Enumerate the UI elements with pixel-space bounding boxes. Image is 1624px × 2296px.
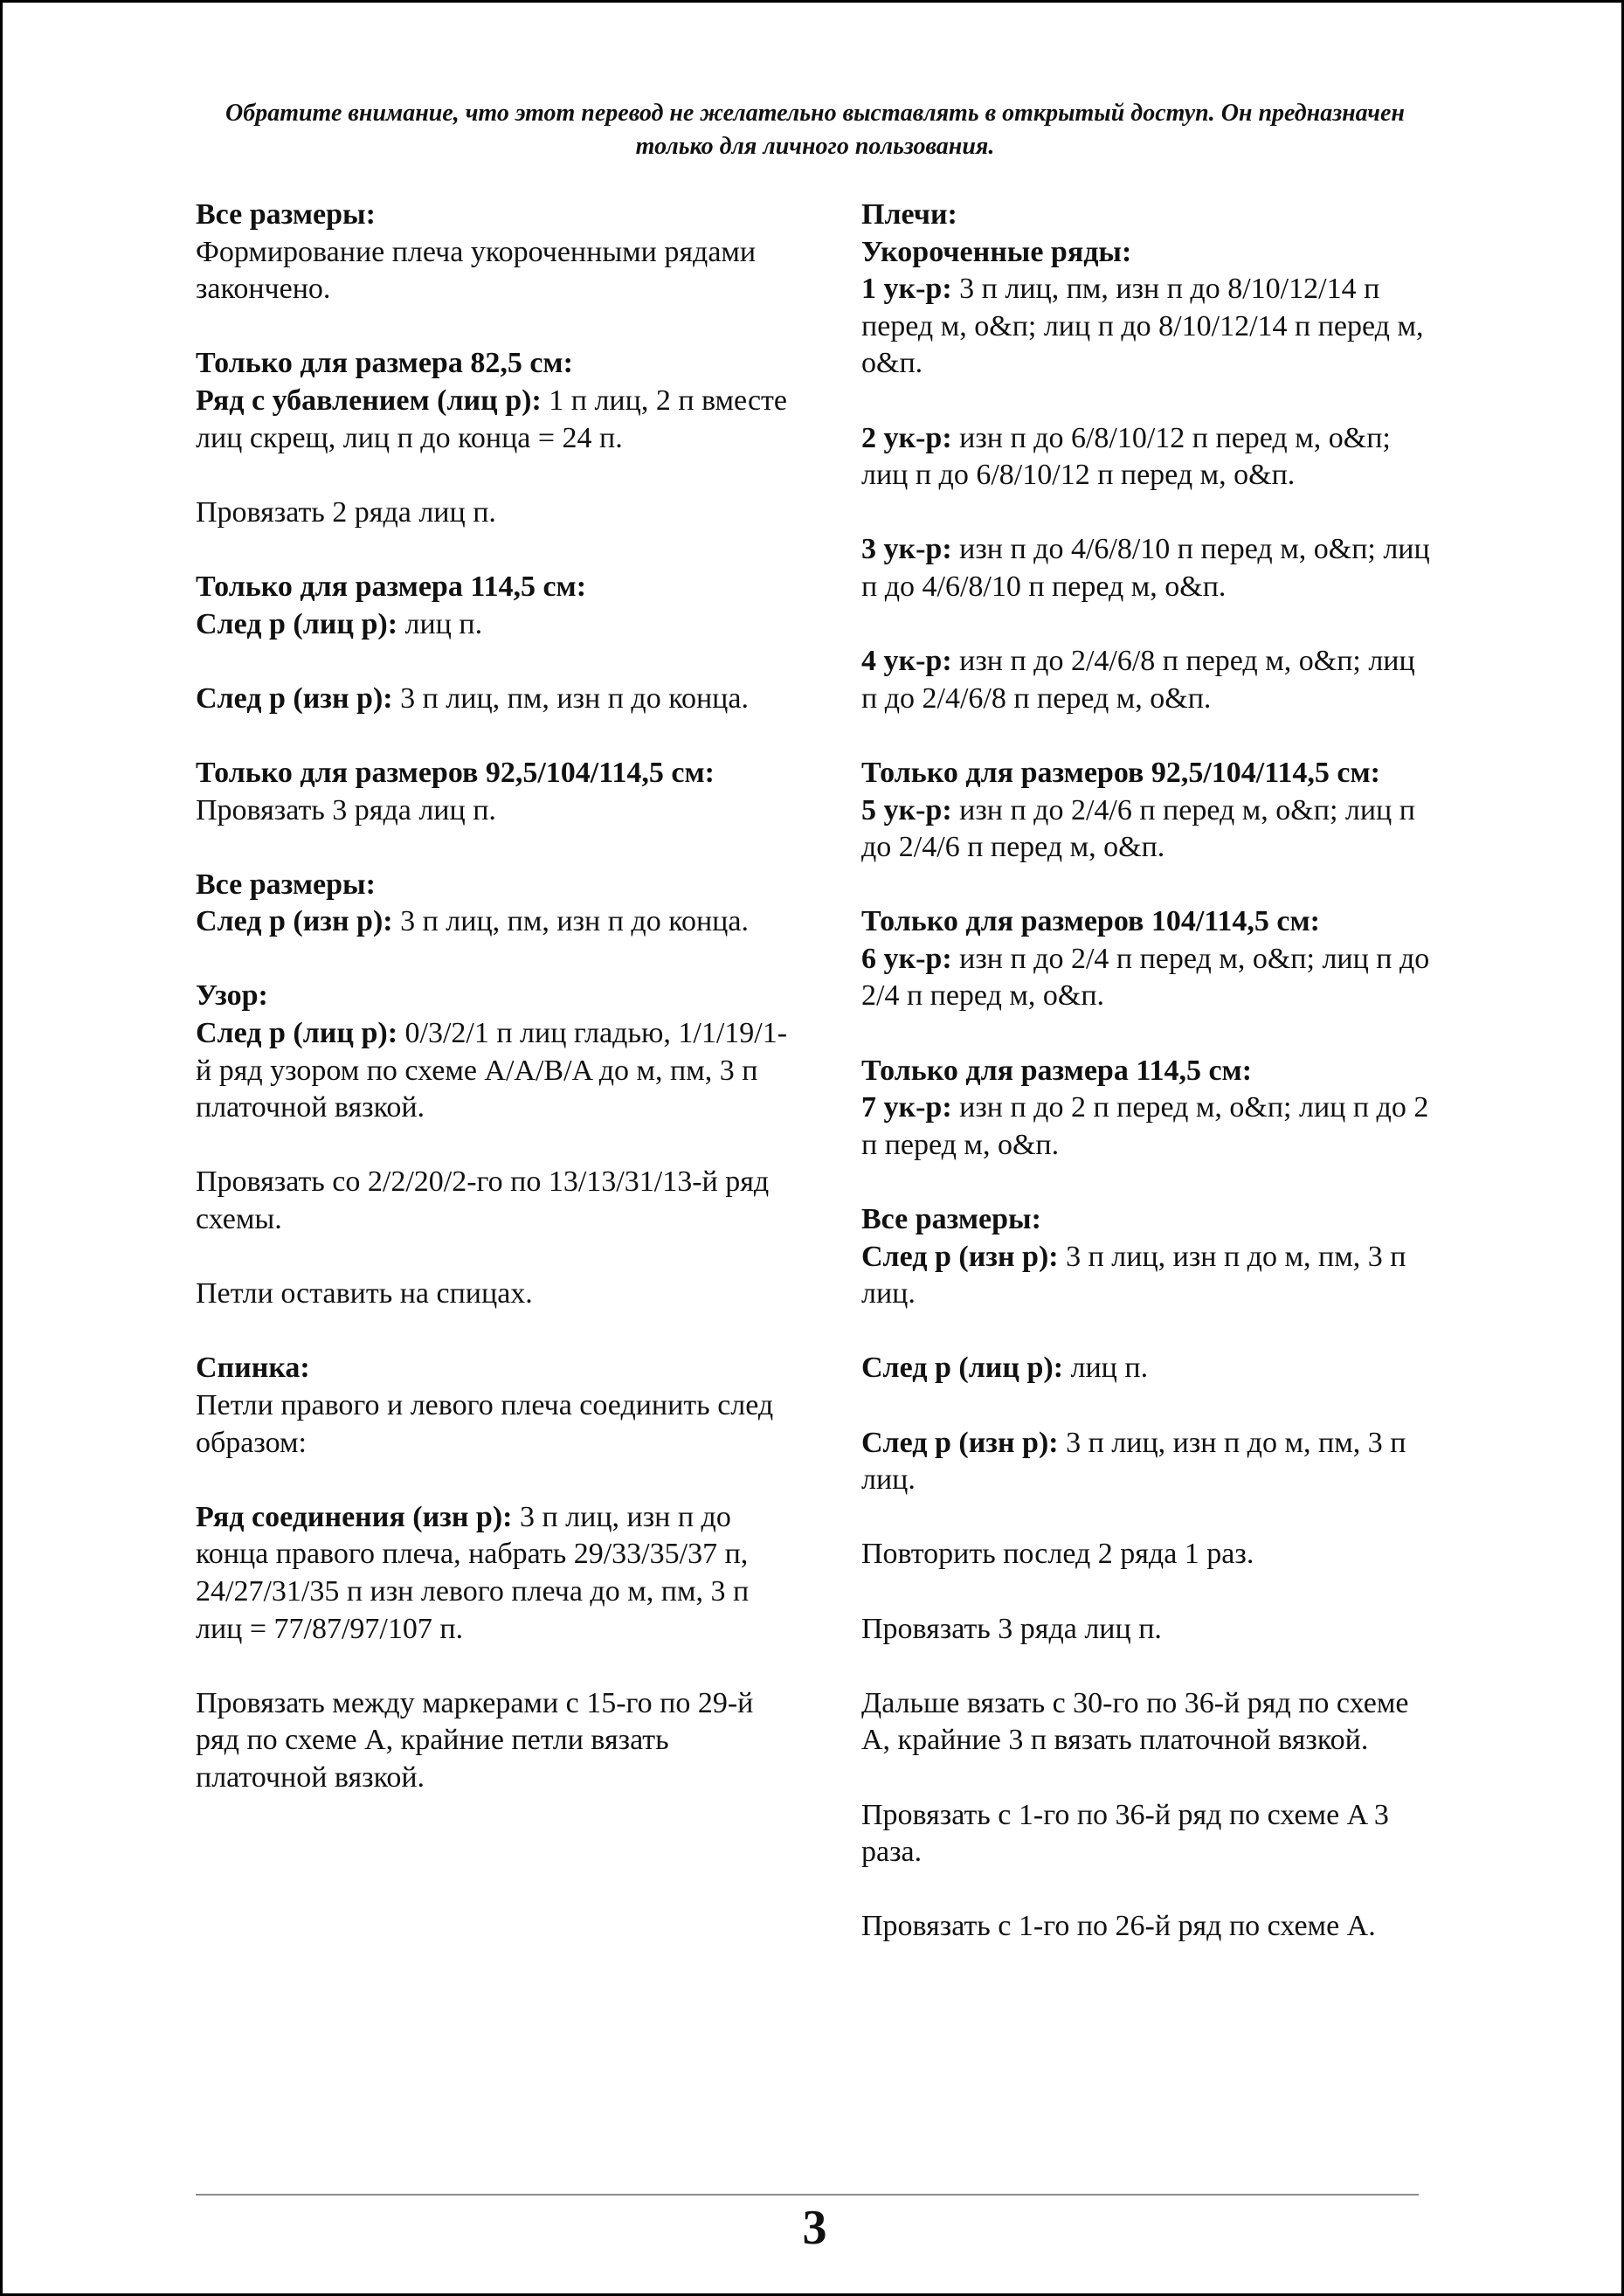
body-text: Провязать с 1-го по 36-й ряд по схеме A 3 раза. [861, 1798, 1397, 1869]
text-block [196, 197, 790, 308]
bold-label: След р (изн р): [196, 905, 393, 938]
text-line [196, 1276, 790, 1313]
bold-label: Плечи: [861, 198, 957, 231]
text-block [196, 569, 790, 643]
text-line [196, 1387, 790, 1462]
text-line [861, 1239, 1438, 1313]
body-text: 3 п лиц, изн п до конца правого плеча, набрать 29/33/35/37 п, 24/27/31/35 п изн левого плеча до м, пм, 3 п лиц = 77/87/97/107 п. [196, 1500, 757, 1645]
body-text: изн п до 2 п перед м, о&п; лиц п до 2 п перед м, о&п. [861, 1091, 1436, 1161]
bold-label: Только для размера 82,5 см: [196, 347, 573, 380]
body-text: 3 п лиц, изн п до м, пм, 3 п лиц. [861, 1240, 1413, 1311]
text-line [196, 1499, 790, 1648]
bold-label: Только для размеров 92,5/104/114,5 см: [196, 756, 715, 789]
body-text: лиц п. [1063, 1352, 1149, 1385]
text-line [861, 420, 1438, 494]
text-line [196, 681, 790, 718]
text-block [196, 1164, 790, 1238]
body-text: Дальше вязать с 30-го по 36-й ряд по схеме A, крайние 3 п вязать платочной вязкой. [861, 1686, 1416, 1757]
body-text: Повторить послед 2 ряда 1 раз. [861, 1538, 1254, 1571]
text-block [196, 1350, 790, 1462]
body-text: Провязать 3 ряда лиц п. [861, 1612, 1162, 1645]
text-block [861, 1536, 1438, 1573]
bold-label: 6 ук-р: [861, 942, 952, 975]
left-column [196, 197, 795, 1834]
text-block [861, 197, 1438, 383]
text-line [196, 1164, 790, 1238]
body-text: Провязать 3 ряда лиц п. [196, 793, 496, 826]
bold-label: След р (лиц р): [196, 607, 398, 640]
text-block [861, 903, 1438, 1015]
text-block [861, 1053, 1438, 1165]
body-text: 3 п лиц, пм, изн п до конца. [392, 681, 749, 715]
body-text: 0/3/2/1 п лиц гладью, 1/1/19/1-й ряд узором по схеме A/A/B/A до м, пм, 3 п платочной вязкой. [196, 1017, 788, 1124]
text-block [861, 1908, 1438, 1946]
body-text: Провязать со 2/2/20/2-го по 13/13/31/13-й ряд схемы. [196, 1165, 777, 1236]
text-block [196, 494, 790, 532]
text-line [861, 1685, 1438, 1760]
text-block [861, 1685, 1438, 1760]
text-block [196, 978, 790, 1126]
bold-label: Все размеры: [861, 1203, 1041, 1236]
bold-label: Ряд с убавлением (лиц р): [196, 384, 542, 417]
text-block [196, 681, 790, 718]
text-line [196, 606, 790, 644]
body-text: изн п до 2/4/6/8 п перед м, о&п; лиц п до 2/4/6/8 п перед м, о&п. [861, 645, 1423, 715]
bold-label: Все размеры: [196, 198, 376, 231]
text-block [196, 1685, 790, 1797]
bold-label: 2 ук-р: [861, 421, 952, 454]
text-line [196, 755, 790, 792]
body-text: Петли правого и левого плеча соединить след образом: [196, 1389, 781, 1459]
text-block [861, 1797, 1438, 1871]
text-block [861, 643, 1438, 717]
text-line [861, 1797, 1438, 1871]
body-text: 3 п лиц, изн п до м, пм, 3 п лиц. [861, 1426, 1413, 1497]
bold-label: След р (изн р): [861, 1426, 1059, 1459]
text-line [196, 867, 790, 904]
bold-label: Ряд соединения (изн р): [196, 1500, 513, 1533]
bold-label: 5 ук-р: [861, 793, 952, 826]
text-line [861, 234, 1438, 272]
bold-label: След р (изн р): [196, 681, 393, 715]
text-line [861, 197, 1438, 234]
text-block [196, 755, 790, 829]
body-text: изн п до 4/6/8/10 п перед м, о&п; лиц п до 4/6/8/10 п перед м, о&п. [861, 533, 1438, 603]
text-block [861, 420, 1438, 494]
text-line [861, 1536, 1438, 1573]
bold-label: Узор: [196, 979, 268, 1013]
text-line [196, 978, 790, 1015]
bold-label: След р (изн р): [861, 1240, 1059, 1273]
bold-label: Спинка: [196, 1352, 310, 1385]
text-line [196, 234, 790, 308]
text-line [861, 1350, 1438, 1387]
text-line [861, 1425, 1438, 1499]
text-line [196, 1685, 790, 1797]
bold-label: След р (лиц р): [861, 1352, 1064, 1385]
text-line [861, 1908, 1438, 1946]
bold-label: Только для размеров 92,5/104/114,5 см: [861, 756, 1380, 789]
text-line [196, 903, 790, 941]
text-block [861, 755, 1438, 867]
text-line [861, 643, 1438, 717]
text-line [861, 1089, 1438, 1164]
body-text: изн п до 2/4 п перед м, о&п; лиц п до 2/4 п перед м, о&п. [861, 942, 1437, 1013]
text-line [861, 1053, 1438, 1090]
text-line [196, 494, 790, 532]
bold-label: Все размеры: [196, 868, 376, 901]
text-line [196, 383, 795, 457]
bold-label: 1 ук-р: [861, 273, 952, 306]
footer-divider [196, 2194, 1419, 2196]
body-text: Формирование плеча укороченными рядами закончено. [196, 235, 764, 306]
bold-label: Только для размеров 104/114,5 см: [861, 905, 1320, 938]
text-block [196, 1499, 790, 1648]
body-text: изн п до 2/4/6 п перед м, о&п; лиц п до 2/4/6 п перед м, о&п. [861, 793, 1423, 864]
text-line [196, 1015, 790, 1127]
right-column [861, 197, 1438, 1983]
body-text: изн п до 6/8/10/12 п перед м, о&п; лиц п до 6/8/10/12 п перед м, о&п. [861, 421, 1399, 492]
body-text: Провязать между маркерами с 15-го по 29-й ряд по схеме A, крайние петли вязать платочной вязкой. [196, 1686, 761, 1794]
text-block [861, 1201, 1438, 1313]
body-text: лиц п. [397, 607, 483, 640]
bold-label: Только для размера 114,5 см: [861, 1054, 1253, 1087]
text-line [861, 531, 1438, 605]
text-line [861, 941, 1438, 1015]
text-block [861, 1611, 1438, 1649]
text-line [861, 1611, 1438, 1649]
text-line [861, 1201, 1438, 1239]
text-line [196, 197, 790, 234]
text-block [861, 1350, 1438, 1387]
body-text: 1 п лиц, 2 п вместе лиц скрещ, лиц п до конца = 24 п. [196, 384, 795, 454]
bold-label: 4 ук-р: [861, 645, 952, 678]
bold-label: 7 ук-р: [861, 1091, 952, 1124]
text-line [861, 792, 1438, 867]
text-line [196, 345, 790, 383]
bold-label: 3 ук-р: [861, 533, 952, 566]
text-line [196, 1350, 790, 1387]
bold-label: Укороченные ряды: [861, 235, 1132, 268]
bold-label: След р (лиц р): [196, 1017, 398, 1050]
translation-notice: Обратите внимание, что этот перевод не желательно выставлять в открытый доступ. Он предназначен только для личного пользования. [225, 100, 1405, 160]
text-block [196, 1276, 790, 1313]
body-text: 3 п лиц, пм, изн п до 8/10/12/14 п перед м, о&п; лиц п до 8/10/12/14 п перед м, о&п. [861, 273, 1431, 380]
text-block [196, 345, 795, 457]
text-line [861, 755, 1438, 792]
page-number: 3 [802, 2201, 827, 2255]
text-line [196, 792, 790, 830]
body-text: Петли оставить на спицах. [196, 1277, 533, 1311]
bold-label: Только для размера 114,5 см: [196, 570, 587, 603]
text-block [861, 531, 1438, 605]
text-block [861, 1425, 1438, 1499]
text-block [196, 867, 790, 941]
text-line [861, 271, 1438, 383]
body-text: 3 п лиц, пм, изн п до конца. [392, 905, 749, 938]
body-text: Провязать 2 ряда лиц п. [196, 495, 496, 529]
text-line [861, 903, 1438, 941]
text-line [196, 569, 790, 606]
body-text: Провязать с 1-го по 26-й ряд по схеме A. [861, 1910, 1376, 1943]
